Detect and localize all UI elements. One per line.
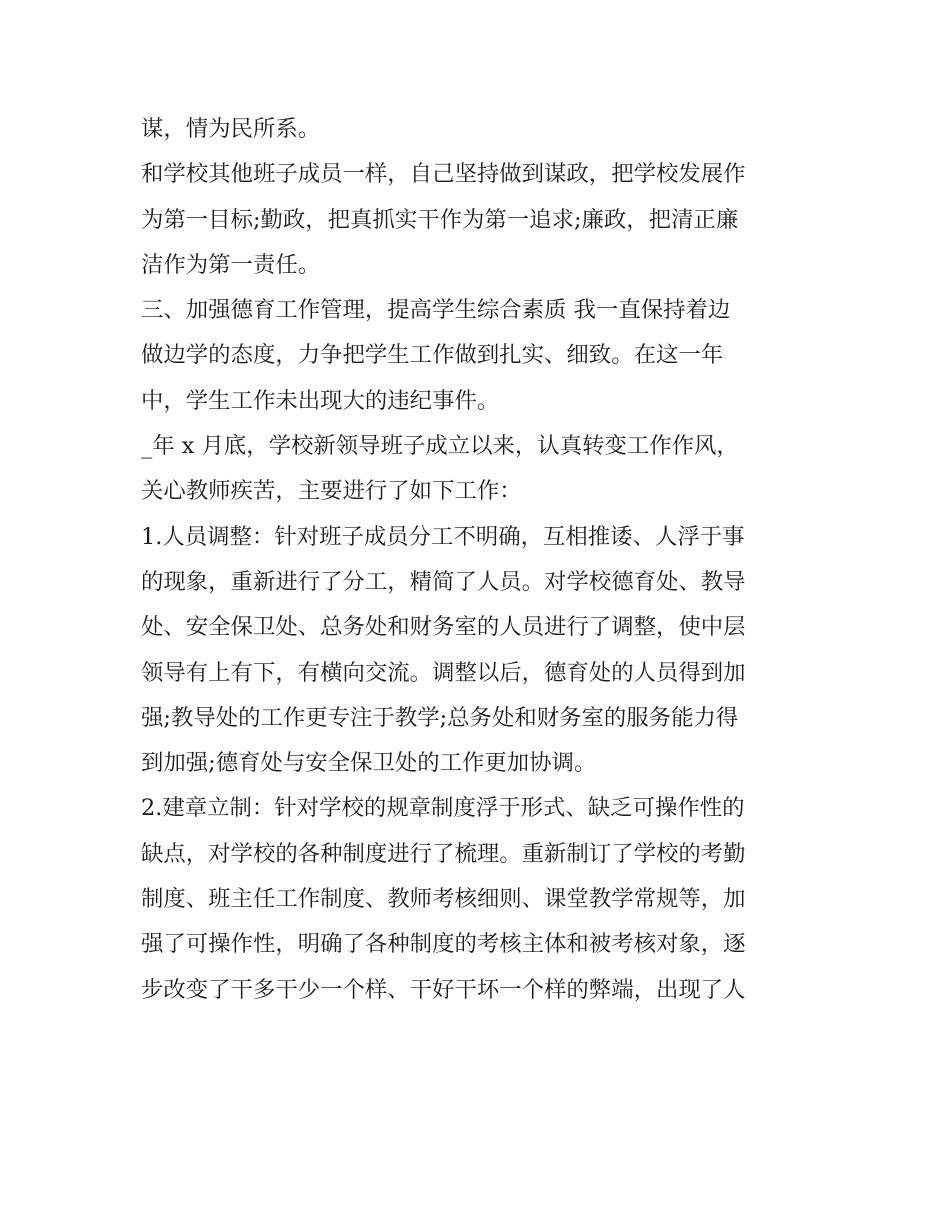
text-line-18: 制度、班主任工作制度、教师考核细则、课堂教学常规等，加 [141,886,746,913]
text-line-1: 谋，情为民所系。 [141,116,321,142]
text-line-4: 洁作为第一责任。 [141,251,321,278]
text-line-11: 的现象，重新进行了分工，精简了人员。对学校德育处、教导 [141,568,746,595]
text-line-15: 到加强;德育处与安全保卫处的工作更加协调。 [141,750,597,777]
text-line-19: 强了可操作性，明确了各种制度的考核主体和被考核对象，逐 [141,931,746,958]
text-line-17: 缺点，对学校的各种制度进行了梳理。重新制订了学校的考勤 [141,840,746,867]
text-line-13: 领导有上有下，有横向交流。调整以后，德育处的人员得到加 [141,659,746,686]
text-line-5: 三、加强德育工作管理，提高学生综合素质 我一直保持着边 [141,297,731,324]
text-line-7: 中，学生工作未出现大的违纪事件。 [141,387,500,414]
text-line-20: 步改变了干多干少一个样、干好干坏一个样的弊端，出现了人 [141,976,746,1003]
text-line-14: 强;教导处的工作更专注于教学;总务处和财务室的服务能力得 [141,704,739,731]
text-line-3: 为第一目标;勤政，把真抓实干作为第一追求;廉政，把清正廉 [141,206,739,233]
text-line-9: 关心教师疾苦，主要进行了如下工作： [141,478,522,505]
text-line-12: 处、安全保卫处、总务处和财务室的人员进行了调整，使中层 [141,614,746,641]
text-line-16: 2.建章立制：针对学校的规章制度浮于形式、缺乏可操作性的 [141,795,745,822]
body-text [141,107,821,1013]
text-line-2: 和学校其他班子成员一样，自己坚持做到谋政，把学校发展作 [141,161,746,188]
text-line-6: 做边学的态度，力争把学生工作做到扎实、细致。在这一年 [141,342,724,369]
text-line-10: 1.人员调整：针对班子成员分工不明确，互相推诿、人浮于事 [141,523,745,550]
text-line-8: _年 x 月底，学校新领导班子成立以来，认真转变工作作风， [141,433,739,460]
